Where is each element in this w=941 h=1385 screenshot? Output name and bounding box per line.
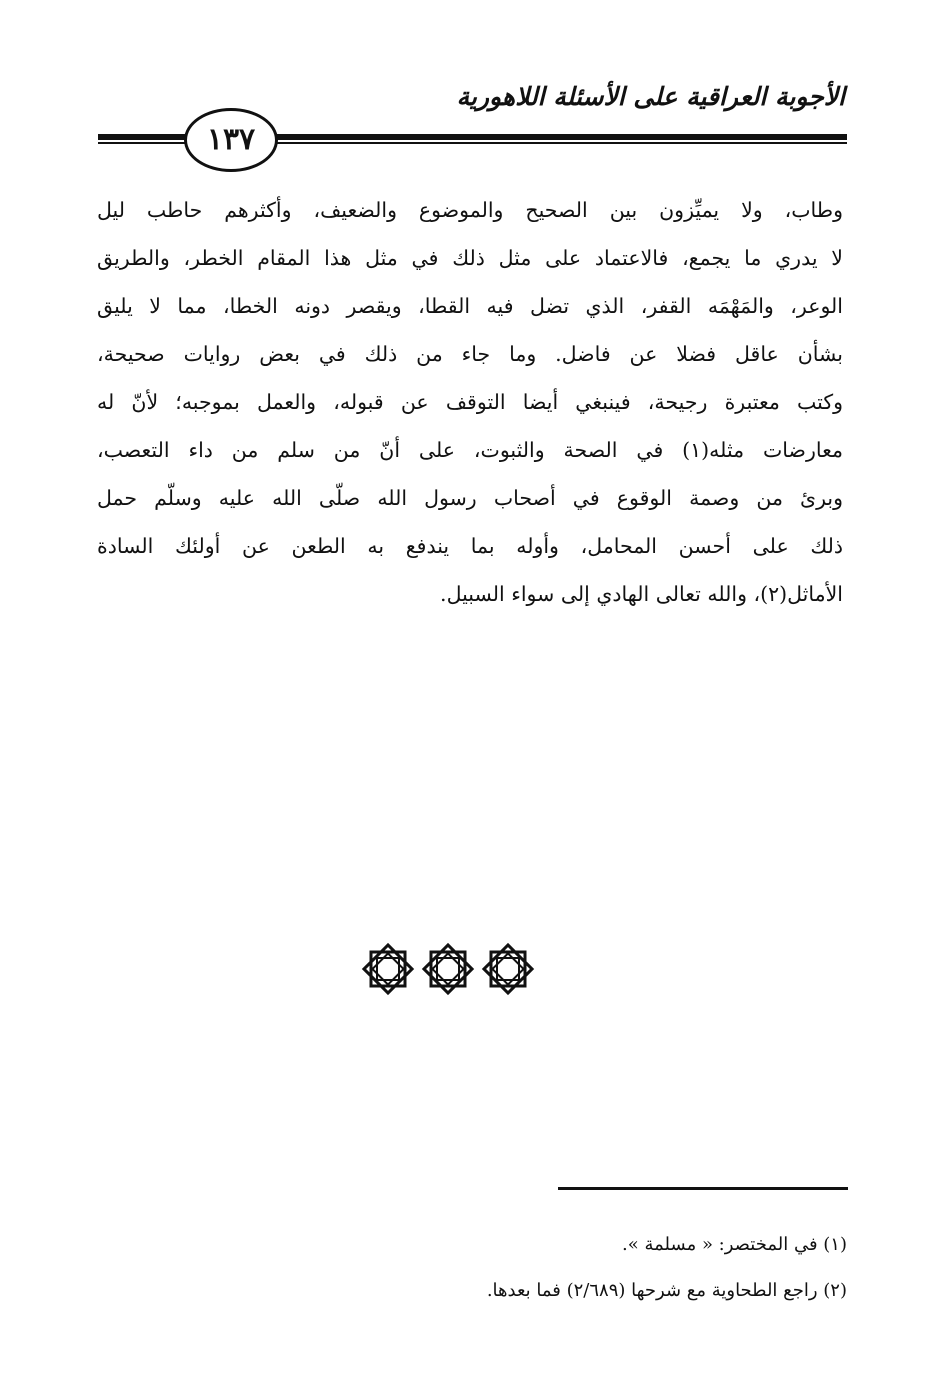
body-line: ذلك على أحسن المحامل، وأوله بما يندفع به الطعن عن أولئك السادة bbox=[97, 534, 843, 558]
body-line-last: الأماثل(٢)، والله تعالى الهادي إلى سواء السبيل. bbox=[440, 582, 843, 606]
body-line: معارضات مثله(١) في الصحة والثبوت، على أنّ من سلم من داء التعصب، bbox=[97, 438, 843, 462]
footnotes bbox=[247, 1222, 847, 1314]
body-text bbox=[97, 186, 843, 618]
footnote-rule bbox=[558, 1187, 848, 1190]
body-line: الوعر، والمَهْمَه القفر، الذي تضل فيه القطا، ويقصر دونه الخطا، مما لا يليق bbox=[97, 294, 843, 318]
body-line: لا يدري ما يجمع، فالاعتماد على مثل ذلك في مثل هذا المقام الخطر، والطريق bbox=[97, 246, 843, 270]
body-line: وكتب معتبرة رجيحة، فينبغي أيضا التوقف عن قبوله، والعمل بموجبه؛ لأنّ له bbox=[97, 390, 843, 414]
star-icon bbox=[424, 945, 472, 993]
star-ornament-icon bbox=[359, 940, 537, 998]
footnote: (٢) راجع الطحاوية مع شرحها (٢/٦٨٩) فما بعدها. bbox=[486, 1280, 847, 1301]
body-line: بشأن عاقل فضلا عن فاضل. وما جاء من ذلك في بعض روايات صحيحة، bbox=[97, 342, 843, 366]
footnote: (١) في المختصر: « مسلمة ». bbox=[622, 1234, 847, 1255]
star-icon bbox=[484, 945, 532, 993]
body-line: وبرئ من وصمة الوقوع في أصحاب رسول الله صلّى الله عليه وسلّم حمل bbox=[97, 486, 843, 510]
body-line: وطاب، ولا يميِّزون بين الصحيح والموضوع والضعيف، وأكثرهم حاطب ليل bbox=[97, 198, 843, 222]
running-title: الأجوبة العراقية على الأسئلة اللاهورية bbox=[456, 82, 845, 111]
page-number: ١٣٧ bbox=[184, 108, 278, 172]
star-icon bbox=[364, 945, 412, 993]
